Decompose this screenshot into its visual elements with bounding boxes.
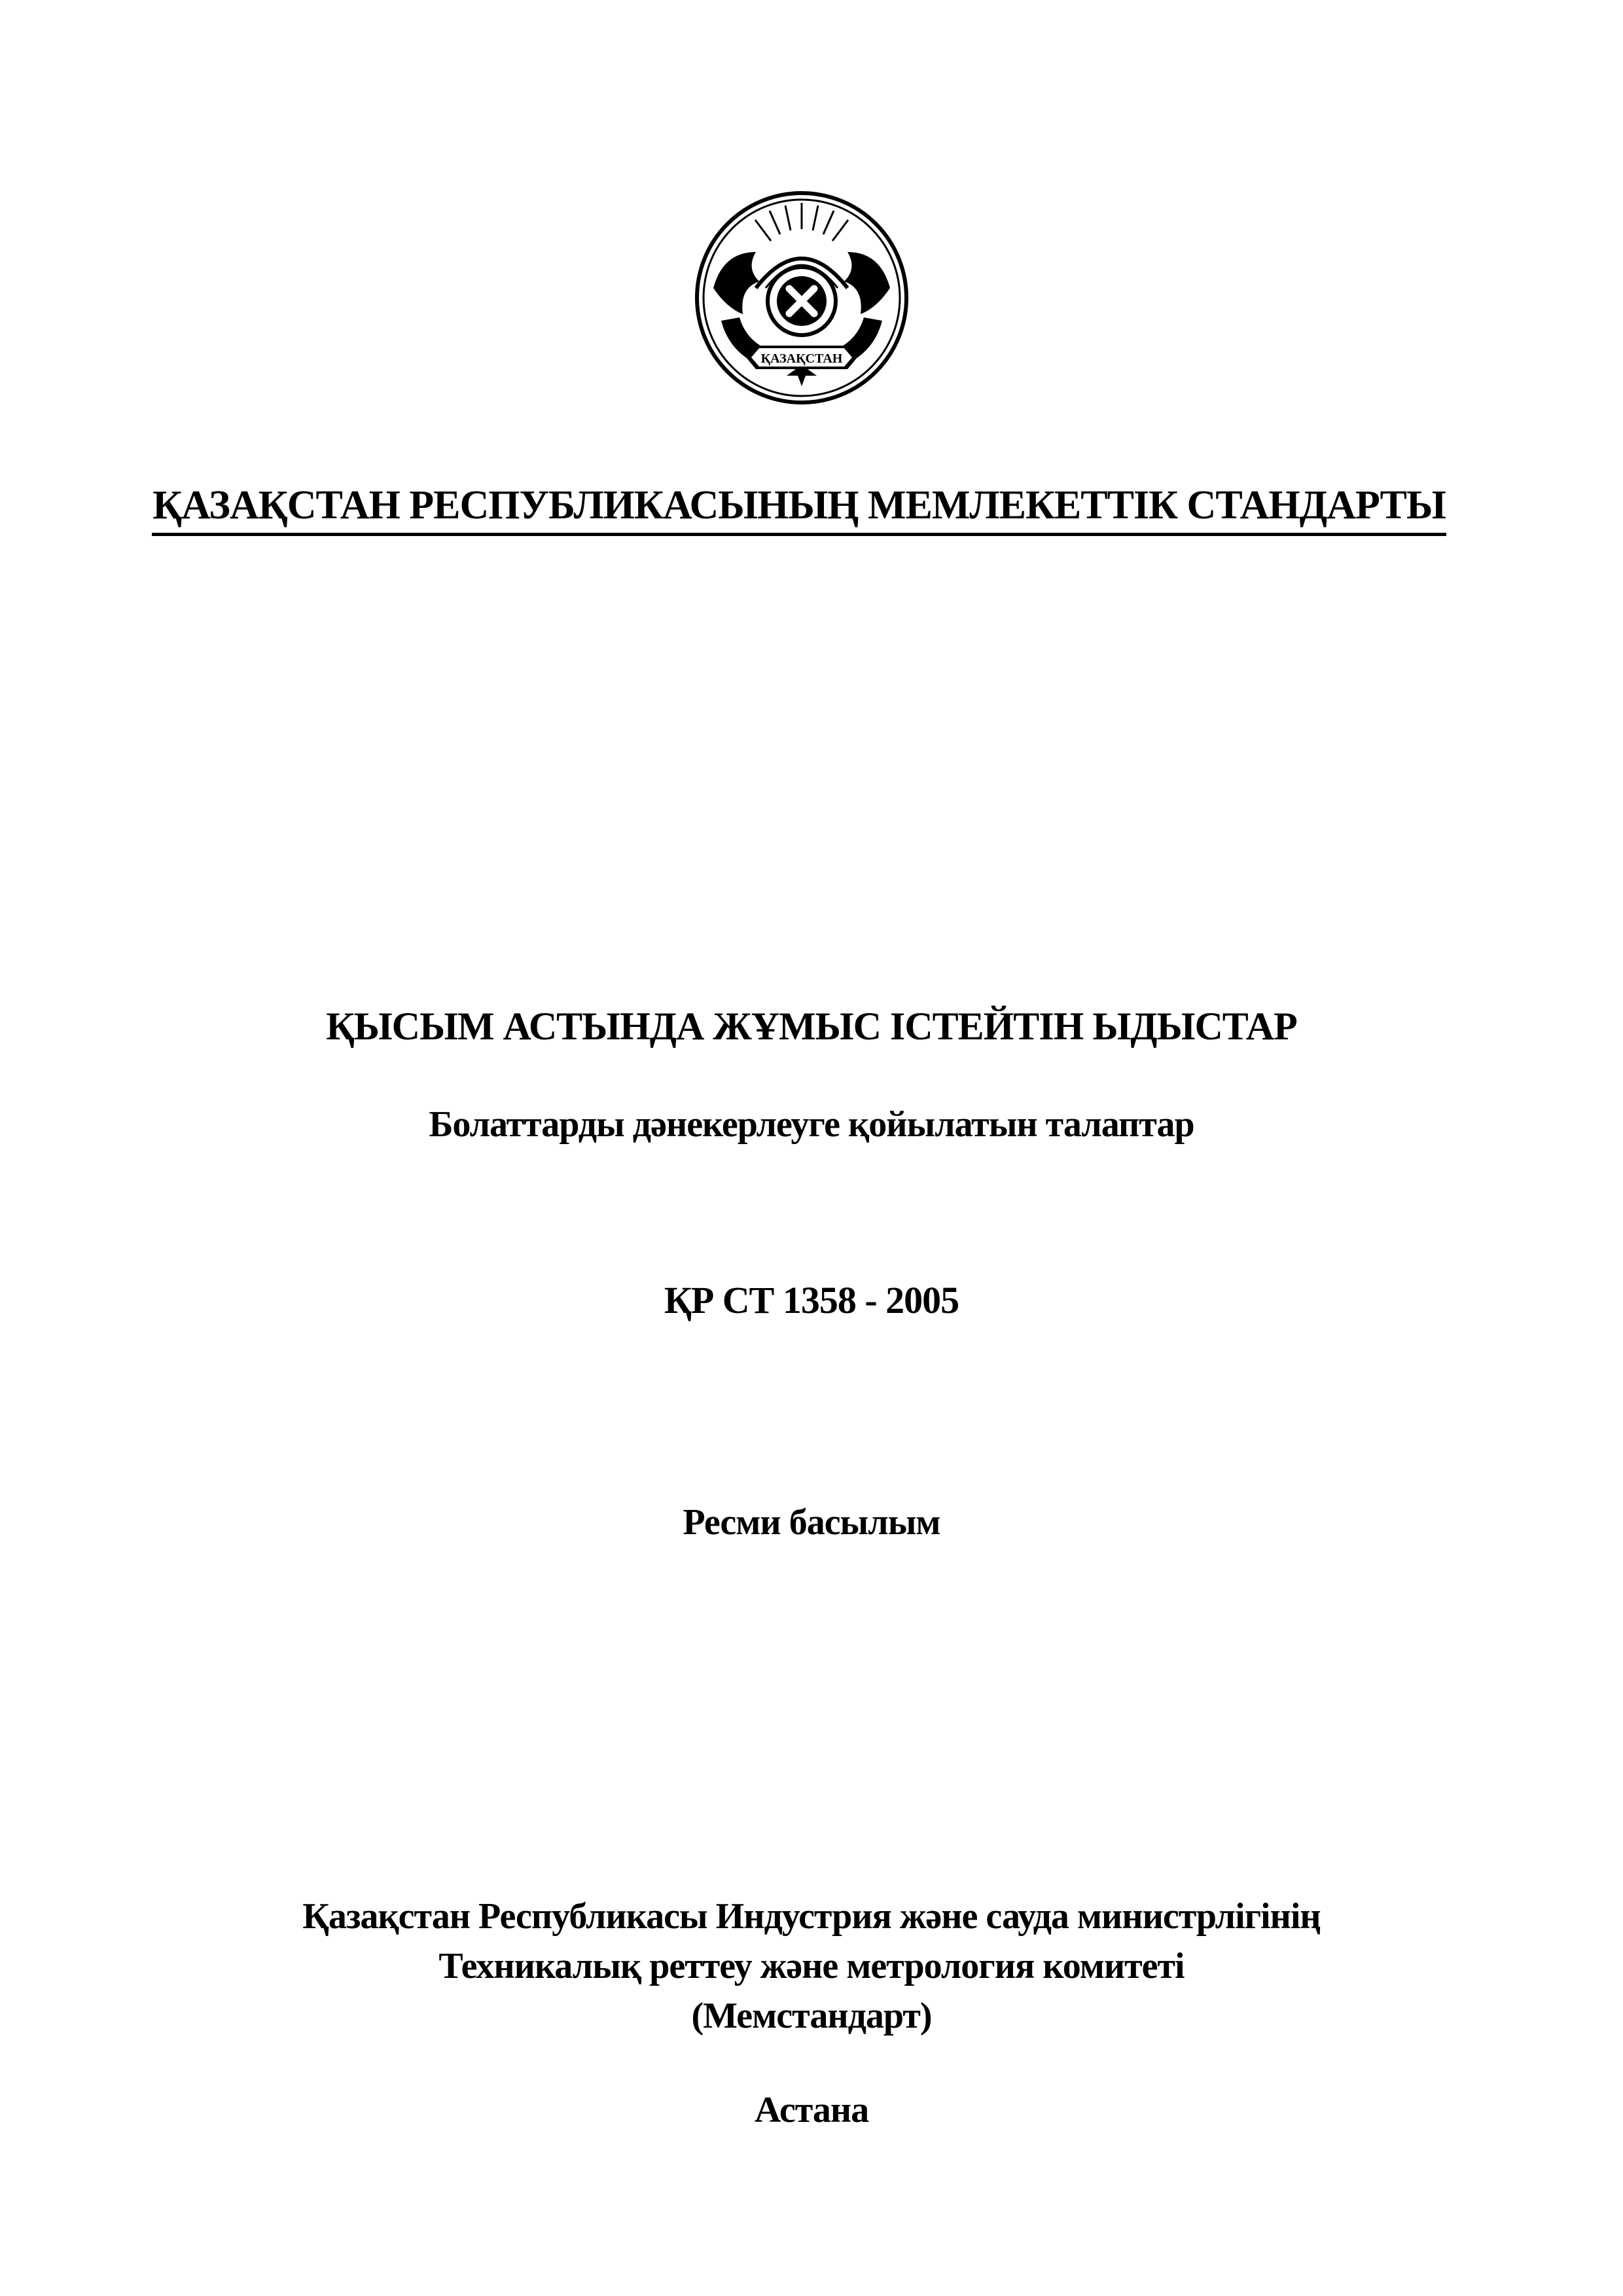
standard-number: ҚР СТ 1358 - 2005	[664, 1279, 959, 1321]
document-subtitle: Болаттарды дәнекерлеуге қойылатын талаптар	[429, 1104, 1194, 1145]
publisher-line-1: Қазақстан Республикасы Индустрия және сауда министрлігінің	[302, 1896, 1321, 1937]
kazakhstan-state-emblem-icon	[694, 190, 910, 406]
edition-label: Ресми басылым	[683, 1502, 940, 1543]
emblem-ribbon-text: ҚАЗАҚСТАН	[760, 351, 843, 366]
document-title: ҚЫСЫМ АСТЫНДА ЖҰМЫС ІСТЕЙТІН ЫДЫСТАР	[326, 1005, 1297, 1048]
publication-city: Астана	[754, 2090, 869, 2130]
header-title: ҚАЗАҚСТАН РЕСПУБЛИКАСЫНЫҢ МЕМЛЕКЕТТІК СТАНДАРТЫ	[152, 483, 1446, 528]
publisher-line-2: Техникалық реттеу және метрология комитеті	[438, 1946, 1185, 1986]
publisher-line-3: (Мемстандарт)	[691, 1996, 932, 2036]
state-standard-header	[152, 478, 1446, 533]
header-underline	[152, 533, 1446, 536]
